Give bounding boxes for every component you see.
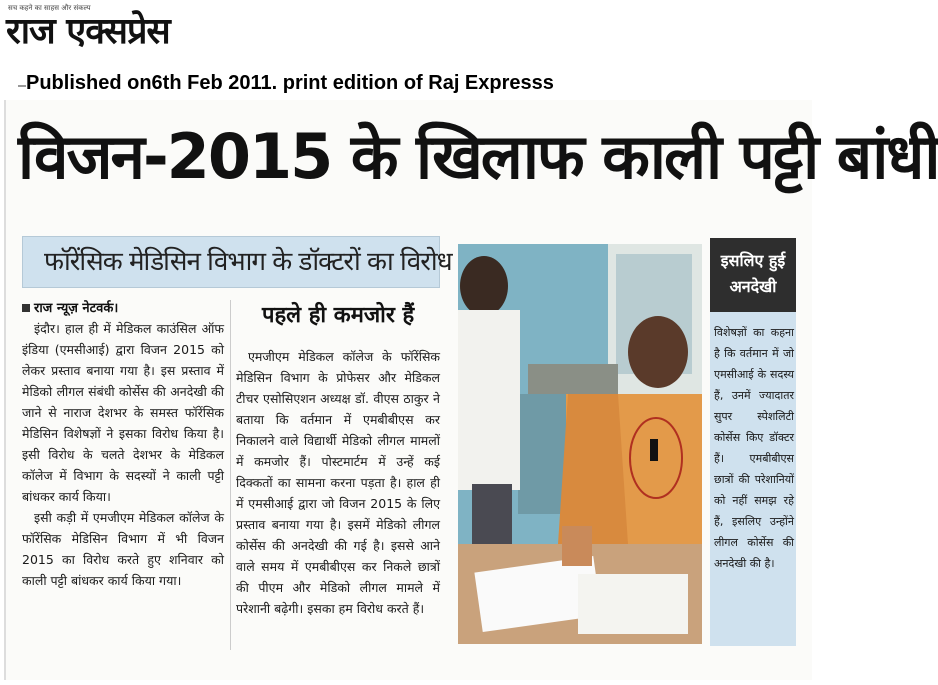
byline	[22, 298, 118, 316]
bullet-square-icon	[22, 304, 30, 312]
news-photo	[458, 244, 702, 644]
doctors-at-desk-photo	[458, 244, 702, 644]
paragraph: इसी कड़ी में एमजीएम मेडिकल कॉलेज के फॉरेंसिक मेडिसिन विभाग में भी विजन 2015 का विरोध करते हुए शनिवार को काली पट्टी बांधकर कार्य किया गया।	[22, 510, 224, 588]
article-column-1	[22, 318, 224, 648]
sidebar-body: विशेषज्ञों का कहना है कि वर्तमान में जो एमसीआई के सदस्य हैं, उनमें ज्यादातर सुपर स्पेशलिटी कोर्सेस किए डॉक्टर हैं। एमबीबीएस छात्रों की परेशानियों को नहीं समझ रहे हैं, इसलिए उन्होंने लीगल कोर्सेस की अनदेखी की है।	[714, 326, 794, 570]
published-note: Published on6th Feb 2011. print edition of Raj Expresss	[26, 72, 554, 94]
sidebar-heading-line: इसलिए हुई	[720, 251, 786, 270]
article-column-2	[236, 346, 440, 646]
divider	[18, 85, 26, 87]
column-divider	[230, 300, 231, 650]
article-subheadline: फॉरेंसिक मेडिसिन विभाग के डॉक्टरों का विरोध	[44, 247, 452, 277]
byline-text: राज न्यूज़ नेटवर्क।	[34, 301, 119, 316]
sidebar-heading	[710, 238, 796, 312]
sidebar-heading-line: अनदेखी	[729, 277, 777, 296]
masthead-tagline: सच कहने का साहस और संकल्प	[8, 4, 91, 12]
paragraph: एमजीएम मेडिकल कॉलेज के फॉरेंसिक मेडिसिन विभाग के प्रोफेसर और मेडिकल टीचर एसोसिएशन अध्यक्ष डॉ. वीएस ठाकुर ने बताया कि वर्तमान में एमबीबीएस कर निकालने वाले विद्यार्थी मेडिको लीगल मामलों में कमजोर हैं। पोस्टमार्टम में उन्हें कई दिक्कतों का सामना करना पड़ता है। हाल ही में एमसीआई द्वारा जो विजन 2015 के लिए प्रस्ताव बनाया गया है। इसमें मेडिको लीगल कोर्सेस की अनदेखी की गई है। इससे आने वाले समय में एमबीबीएस कर निकले छात्रों की पीएम और मेडिको लीगल मामले में परेशानी बढ़ेगी। इसका हम विरोध करते हैं।	[236, 349, 440, 616]
paragraph: इंदौर। हाल ही में मेडिकल काउंसिल ऑफ इंडिया (एमसीआई) द्वारा विजन 2015 को लेकर प्रस्ताव बनाया गया है। इस प्रस्ताव में मेडिको लीगल संबंधी कोर्सेस की अनदेखी की जाने से नाराज देशभर के समस्त फॉरेंसिक मेडिसिन विशेषज्ञों ने इसका विरोध किया है। इसी विरोध के चलते देशभर के मेडिकल कॉलेज में विभाग के सदस्यों ने काली पट्टी बांधकर कार्य किया।	[22, 321, 224, 504]
article-headline: विजन-2015 के खिलाफ काली पट्टी बांधी	[18, 120, 938, 193]
newspaper-masthead: राज एक्सप्रेस	[6, 11, 170, 52]
column-2-heading: पहले ही कमजोर हैं	[262, 303, 415, 328]
